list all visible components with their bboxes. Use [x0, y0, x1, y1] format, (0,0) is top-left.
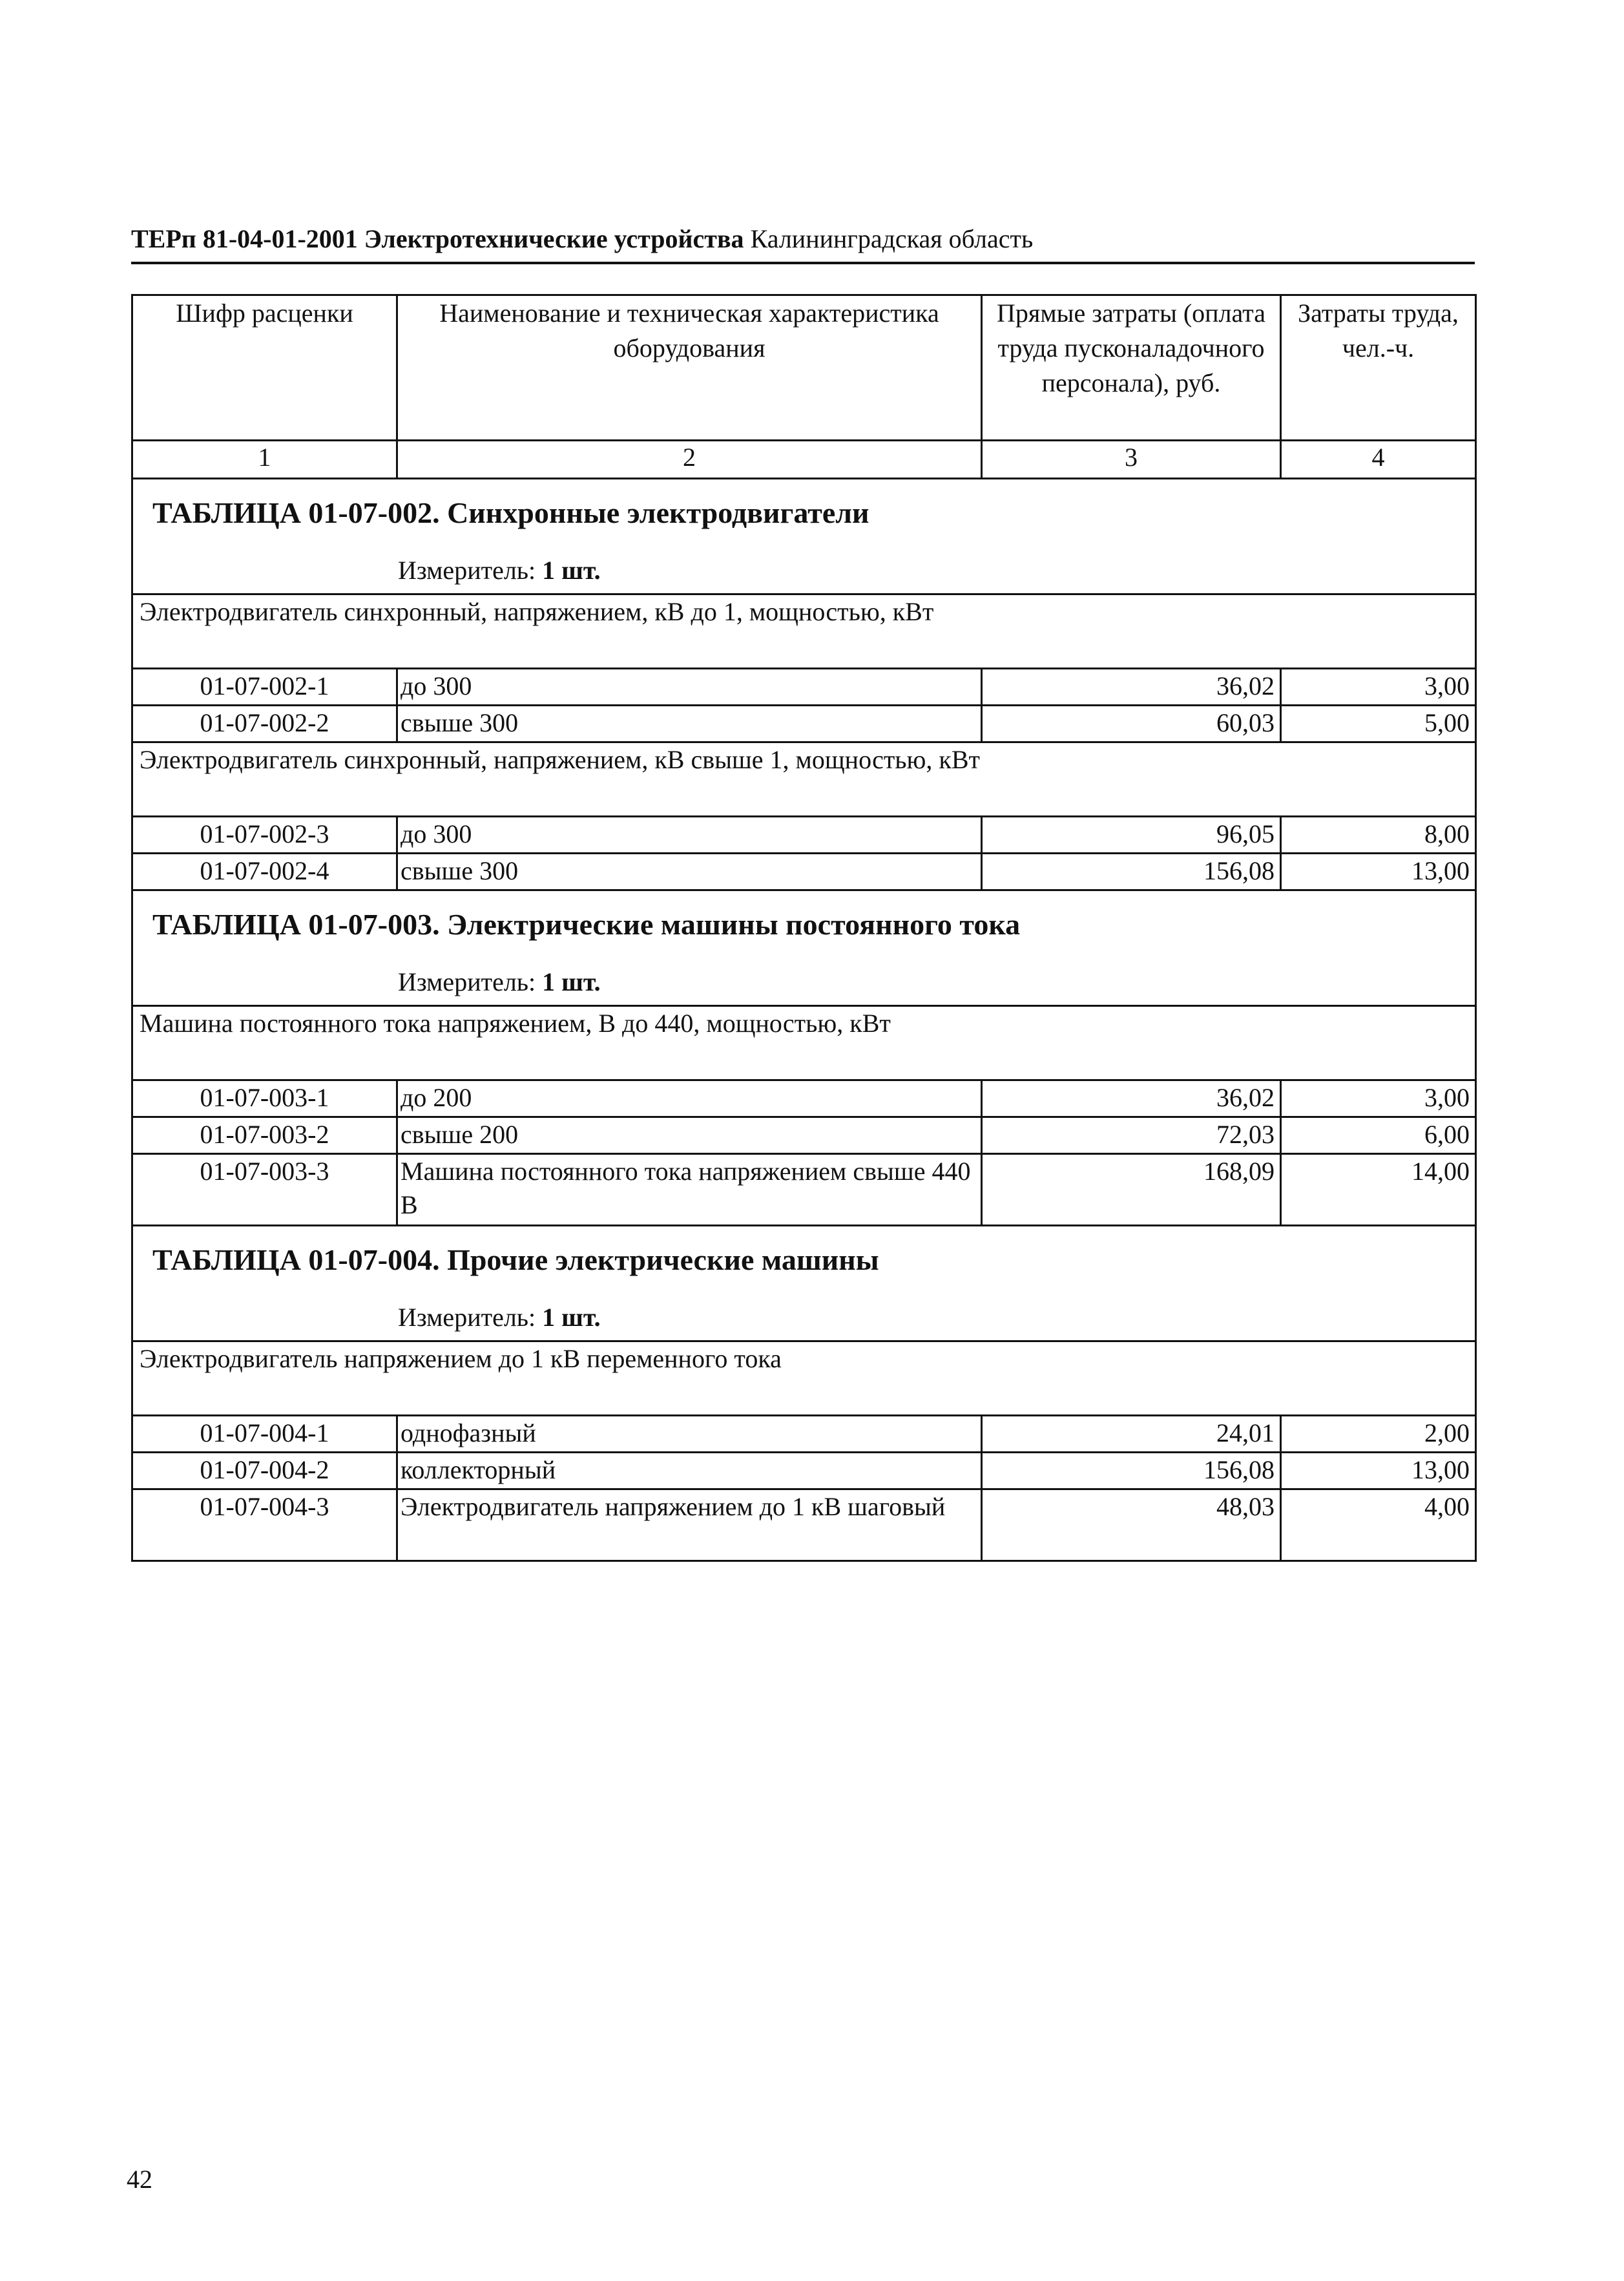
section-title: ТАБЛИЦА 01-07-003. Электрические машины постоянного тока	[152, 908, 1021, 941]
labor-cost: 5,00	[1281, 706, 1476, 742]
direct-cost: 36,02	[982, 669, 1281, 706]
rate-code: 01-07-002-2	[132, 706, 397, 742]
section-heading-row	[132, 890, 1476, 1006]
unit-label: Измеритель:	[398, 556, 536, 585]
labor-cost: 13,00	[1281, 1453, 1476, 1489]
direct-cost: 36,02	[982, 1080, 1281, 1117]
section-heading-row	[132, 479, 1476, 594]
unit-value: 1 шт.	[542, 1303, 601, 1332]
rate-code: 01-07-004-1	[132, 1416, 397, 1453]
unit-value: 1 шт.	[542, 556, 601, 585]
section-unit	[398, 965, 601, 1000]
section-title: ТАБЛИЦА 01-07-002. Синхронные электродвигатели	[152, 496, 869, 529]
item-name: свыше 200	[397, 1117, 982, 1154]
direct-cost: 60,03	[982, 706, 1281, 742]
rate-code: 01-07-003-2	[132, 1117, 397, 1154]
table-row	[132, 1154, 1476, 1226]
direct-cost: 72,03	[982, 1117, 1281, 1154]
table-row	[132, 1489, 1476, 1561]
rate-code: 01-07-002-4	[132, 854, 397, 890]
table-row	[132, 854, 1476, 890]
unit-label: Измеритель:	[398, 967, 536, 996]
header-region: Калининградская область	[750, 224, 1034, 253]
item-name: свыше 300	[397, 706, 982, 742]
rates-table	[131, 294, 1477, 1562]
column-number: 4	[1281, 441, 1476, 479]
section-heading	[132, 1226, 1476, 1341]
table-row	[132, 1117, 1476, 1154]
unit-value: 1 шт.	[542, 967, 601, 996]
table-row	[132, 1453, 1476, 1489]
item-name: коллекторный	[397, 1453, 982, 1489]
section-unit	[398, 553, 601, 588]
rate-code: 01-07-002-3	[132, 817, 397, 854]
header-labor-column: Затраты труда, чел.-ч.	[1281, 295, 1476, 441]
section-heading-row	[132, 1226, 1476, 1341]
direct-cost: 156,08	[982, 854, 1281, 890]
item-name: Машина постоянного тока напряжением свыше 440 В	[397, 1154, 982, 1226]
column-number-row	[132, 441, 1476, 479]
direct-cost: 96,05	[982, 817, 1281, 854]
group-caption-row	[132, 742, 1476, 817]
group-caption-row	[132, 1341, 1476, 1416]
labor-cost: 4,00	[1281, 1489, 1476, 1561]
labor-cost: 3,00	[1281, 1080, 1476, 1117]
column-number: 1	[132, 441, 397, 479]
labor-cost: 6,00	[1281, 1117, 1476, 1154]
labor-cost: 13,00	[1281, 854, 1476, 890]
rate-code: 01-07-003-3	[132, 1154, 397, 1226]
section-title: ТАБЛИЦА 01-07-004. Прочие электрические машины	[152, 1243, 879, 1276]
direct-cost: 24,01	[982, 1416, 1281, 1453]
table-row	[132, 817, 1476, 854]
table-row	[132, 1080, 1476, 1117]
rate-code: 01-07-004-2	[132, 1453, 397, 1489]
header-name-column: Наименование и техническая характеристика оборудования	[397, 295, 982, 441]
rate-code: 01-07-004-3	[132, 1489, 397, 1561]
group-caption: Электродвигатель синхронный, напряжением, кВ свыше 1, мощностью, кВт	[132, 742, 1476, 817]
group-caption-row	[132, 1006, 1476, 1080]
column-number: 3	[982, 441, 1281, 479]
header-cost-column: Прямые затраты (оплата труда пусконаладочного персонала), руб.	[982, 295, 1281, 441]
group-caption: Электродвигатель напряжением до 1 кВ переменного тока	[132, 1341, 1476, 1416]
direct-cost: 156,08	[982, 1453, 1281, 1489]
rate-code: 01-07-002-1	[132, 669, 397, 706]
group-caption-row	[132, 594, 1476, 669]
document-header	[131, 220, 1475, 258]
item-name: свыше 300	[397, 854, 982, 890]
section-unit	[398, 1300, 601, 1335]
header-code-column: Шифр расценки	[132, 295, 397, 441]
direct-cost: 48,03	[982, 1489, 1281, 1561]
group-caption: Машина постоянного тока напряжением, В до 440, мощностью, кВт	[132, 1006, 1476, 1080]
section-heading	[132, 479, 1476, 594]
item-name: до 300	[397, 817, 982, 854]
header-rule	[131, 262, 1475, 264]
direct-cost: 168,09	[982, 1154, 1281, 1226]
table-row	[132, 706, 1476, 742]
section-heading	[132, 890, 1476, 1006]
labor-cost: 3,00	[1281, 669, 1476, 706]
rate-code: 01-07-003-1	[132, 1080, 397, 1117]
table-row	[132, 669, 1476, 706]
labor-cost: 14,00	[1281, 1154, 1476, 1226]
page-number: 42	[127, 2165, 152, 2194]
group-caption: Электродвигатель синхронный, напряжением, кВ до 1, мощностью, кВт	[132, 594, 1476, 669]
table-row	[132, 1416, 1476, 1453]
item-name: до 200	[397, 1080, 982, 1117]
labor-cost: 8,00	[1281, 817, 1476, 854]
labor-cost: 2,00	[1281, 1416, 1476, 1453]
unit-label: Измеритель:	[398, 1303, 536, 1332]
header-code-title: ТЕРп 81-04-01-2001 Электротехнические устройства	[131, 224, 744, 253]
item-name: однофазный	[397, 1416, 982, 1453]
item-name: Электродвигатель напряжением до 1 кВ шаговый	[397, 1489, 982, 1561]
table-header-row	[132, 295, 1476, 441]
column-number: 2	[397, 441, 982, 479]
item-name: до 300	[397, 669, 982, 706]
